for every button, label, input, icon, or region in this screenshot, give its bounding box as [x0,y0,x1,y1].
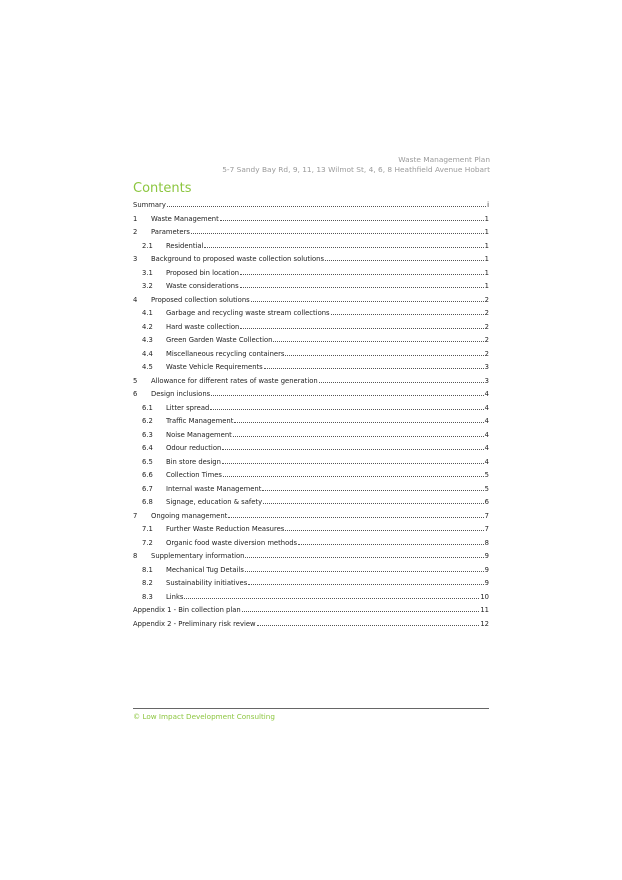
toc-entry[interactable] [133,444,489,458]
toc-dot-leader [233,436,484,437]
toc-entry-number: 4.2 [142,322,153,331]
toc-entry-title: Traffic Management [166,417,234,425]
toc-entry-title: Proposed collection solutions [151,295,250,304]
toc-entry-number: 6 [133,390,138,398]
toc-entry-page: 3 [484,363,489,371]
toc-entry-number: 5 [133,376,138,385]
toc-entry[interactable] [133,350,489,364]
toc-entry-title: Ongoing management [151,511,228,520]
toc-entry[interactable] [133,512,489,526]
toc-entry-page: 1 [484,228,489,236]
toc-entry-page: 1 [484,241,489,250]
toc-entry[interactable] [133,215,489,229]
toc-entry-page: 12 [480,619,489,628]
toc-entry[interactable] [133,363,489,377]
toc-dot-leader [211,395,483,396]
toc-entry-number: 6.4 [142,444,153,452]
toc-entry-number: 4 [133,295,138,304]
toc-entry-number: 7 [133,511,138,520]
toc-dot-leader [204,247,483,248]
toc-dot-leader [285,355,483,356]
toc-dot-leader [273,341,483,342]
toc-entry-title: Litter spread [166,403,210,412]
toc-entry-title: Green Garden Waste Collection [166,336,273,344]
toc-entry-number: 7.2 [142,538,153,547]
toc-entry[interactable] [133,336,489,350]
toc-entry[interactable] [133,525,489,539]
toc-entry-title: Hard waste collection [166,322,240,331]
toc-entry[interactable] [133,309,489,323]
toc-dot-leader [240,274,484,275]
toc-entry[interactable] [133,620,489,634]
toc-entry[interactable] [133,255,489,269]
toc-entry-title: Collection Times [166,471,222,479]
toc-entry-page: 7 [484,525,489,533]
toc-entry[interactable] [133,228,489,242]
toc-entry[interactable] [133,498,489,512]
toc-entry-page: 9 [484,579,489,587]
toc-dot-leader [222,463,484,464]
toc-entry[interactable] [133,417,489,431]
toc-entry-page: 4 [484,390,489,398]
toc-entry-title: Summary [133,201,166,209]
toc-entry-number: 6.7 [142,484,153,493]
toc-entry[interactable] [133,242,489,256]
toc-entry-page: 2 [484,322,489,331]
header-address: 5-7 Sandy Bay Rd, 9, 11, 13 Wilmot St, 4, 6, 8 Heathfield Avenue Hobart [222,165,490,174]
toc-entry-title: Sustainability initiatives [166,579,248,587]
toc-dot-leader [263,503,484,504]
toc-dot-leader [264,368,484,369]
toc-entry-number: 4.4 [142,349,153,358]
toc-entry-page: 9 [484,565,489,574]
toc-entry[interactable] [133,606,489,620]
toc-dot-leader [184,598,479,599]
toc-entry-page: 4 [484,430,489,439]
toc-entry-number: 8.3 [142,592,153,601]
toc-dot-leader [285,530,483,531]
toc-entry-page: 1 [484,268,489,277]
page-header [222,155,490,175]
toc-entry-title: Waste Management [151,214,219,223]
toc-entry-page: 6 [484,498,489,506]
toc-entry-page: 2 [484,349,489,358]
toc-dot-leader [325,260,484,261]
toc-entry-page: 7 [484,511,489,520]
toc-entry-number: 8 [133,552,138,560]
toc-entry-number: 8.1 [142,565,153,574]
toc-entry-page: 1 [484,282,489,290]
toc-entry-page: 11 [480,606,489,614]
toc-dot-leader [245,571,484,572]
toc-entry-page: 2 [484,309,489,317]
toc-dot-leader [228,517,483,518]
toc-entry-number: 4.1 [142,309,153,317]
toc-entry-number: 6.2 [142,417,153,425]
toc-entry[interactable] [133,390,489,404]
toc-entry-number: 1 [133,214,138,223]
toc-entry-title: Miscellaneous recycling containers [166,349,285,358]
toc-entry-page: 8 [484,538,489,547]
toc-dot-leader [319,382,484,383]
toc-entry-title: Background to proposed waste collection solutions [151,255,324,263]
toc-entry[interactable] [133,485,489,499]
toc-entry-title: Supplementary information [151,552,245,560]
toc-entry-title: Proposed bin location [166,268,240,277]
toc-entry-number: 2 [133,228,138,236]
toc-entry-page: 3 [484,376,489,385]
toc-entry-title: Organic food waste diversion methods [166,538,298,547]
toc-entry-page: 4 [484,457,489,466]
toc-entry-title: Internal waste Management [166,484,262,493]
toc-entry-page: 4 [484,444,489,452]
toc-dot-leader [298,544,484,545]
toc-entry-title: Signage, education & safety [166,498,263,506]
toc-entry-number: 3.2 [142,282,153,290]
toc-dot-leader [210,409,483,410]
toc-entry-number: 3 [133,255,138,263]
toc-entry-title: Bin store design [166,457,221,466]
toc-entry-title: Parameters [151,228,190,236]
toc-dot-leader [240,328,483,329]
toc-entry-number: 6.1 [142,403,153,412]
toc-entry-title: Appendix 1 - Bin collection plan [133,606,241,614]
toc-entry-number: 2.1 [142,241,153,250]
toc-entry-number: 6.3 [142,430,153,439]
toc-entry-title: Waste Vehicle Requirements [166,363,263,371]
toc-entry[interactable] [133,431,489,445]
toc-entry[interactable] [133,471,489,485]
toc-dot-leader [191,233,484,234]
toc-entry-number: 6.8 [142,498,153,506]
toc-entry-page: 10 [480,592,489,601]
toc-entry[interactable] [133,377,489,391]
toc-entry-title: Waste considerations [166,282,239,290]
toc-entry-page: i [487,201,489,209]
toc-entry-title: Design inclusions [151,390,211,398]
toc-entry-number: 6.6 [142,471,153,479]
toc-entry-number: 4.3 [142,336,153,344]
toc-entry-page: 1 [484,255,489,263]
toc-entry-page: 2 [484,295,489,304]
toc-entry[interactable] [133,282,489,296]
toc-entry-number: 7.1 [142,525,153,533]
toc-entry-title: Appendix 2 - Preliminary risk review [133,619,256,628]
toc-entry-page: 2 [484,336,489,344]
toc-entry[interactable] [133,552,489,566]
toc-dot-leader [331,314,484,315]
toc-entry-title: Garbage and recycling waste stream collections [166,309,330,317]
toc-dot-leader [242,611,480,612]
toc-entry[interactable] [133,201,489,215]
toc-entry-title: Further Waste Reduction Measures [166,525,285,533]
toc-entry-number: 3.1 [142,268,153,277]
toc-entry-number: 8.2 [142,579,153,587]
toc-entry[interactable] [133,296,489,310]
table-of-contents [133,201,489,633]
toc-entry[interactable] [133,458,489,472]
toc-entry[interactable] [133,593,489,607]
toc-dot-leader [245,557,483,558]
toc-dot-leader [167,206,486,207]
toc-entry-number: 6.5 [142,457,153,466]
toc-entry-page: 4 [484,417,489,425]
toc-dot-leader [223,476,484,477]
toc-dot-leader [251,301,484,302]
footer-divider [133,708,489,709]
toc-entry-title: Links [166,592,184,601]
toc-dot-leader [222,449,483,450]
toc-entry[interactable] [133,323,489,337]
toc-dot-leader [257,625,480,626]
toc-dot-leader [220,220,484,221]
toc-entry-title: Noise Management [166,430,232,439]
footer-copyright: © Low Impact Development Consulting [133,712,275,721]
toc-entry-page: 5 [484,484,489,493]
toc-entry-number: 4.5 [142,363,153,371]
toc-entry[interactable] [133,566,489,580]
toc-dot-leader [248,584,483,585]
toc-entry-page: 1 [484,214,489,223]
toc-entry-page: 5 [484,471,489,479]
toc-dot-leader [240,287,484,288]
toc-entry-title: Allowance for different rates of waste generation [151,376,318,385]
header-document-title: Waste Management Plan [398,155,490,164]
toc-entry[interactable] [133,404,489,418]
toc-entry-title: Odour reduction [166,444,222,452]
contents-heading: Contents [133,181,192,196]
toc-entry-title: Residential [166,241,204,250]
toc-dot-leader [262,490,483,491]
toc-entry[interactable] [133,579,489,593]
toc-entry-title: Mechanical Tug Details [166,565,244,574]
toc-dot-leader [234,422,483,423]
toc-entry[interactable] [133,269,489,283]
toc-entry-page: 9 [484,552,489,560]
toc-entry-page: 4 [484,403,489,412]
toc-entry[interactable] [133,539,489,553]
